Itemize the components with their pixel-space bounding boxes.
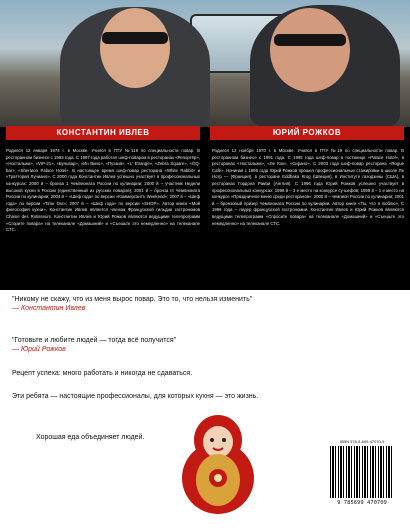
sunglasses-right xyxy=(274,34,346,46)
face-right xyxy=(270,8,350,92)
quote-2-text: "Готовьте и любите людей — тогда всё получится" xyxy=(12,337,177,344)
quote-1 xyxy=(12,296,398,313)
barcode-number: 9 785699 470709 xyxy=(337,500,387,506)
face-left xyxy=(100,8,170,88)
author-name-left: КОНСТАНТИН ИВЛЕВ xyxy=(6,126,200,140)
quote-2 xyxy=(12,337,398,354)
quote-5-text: Хорошая еда объединяет людей. xyxy=(36,434,145,441)
isbn-text: ISBN 978-5-699-47070-9 xyxy=(339,439,385,444)
bio-right: Родился 12 ноября 1970 г. в Москве. Учился в ПТУ №19 по специальности повар. В ресторанном бизнесе с 1991 года. С 1995 года шеф-повар в гостинице «Palace Hotel», в ресторанах «Ностальжи», «Ле Кок», «Сирано». С 2003 года шеф-повар ресторана «Rogue Café». Начиная с 1996 года Юрий Рожков прошел профессиональные стажировки в школе Ле Нотр — (Франция), в ресторане Eddbaka Krog (Швеция), в Институте гаэодзины (США), в ресторанах Гордона Рамзи (Англия). С 1996 года Юрий Рожков успешно участвует в профессиональных конкурсах: 1996 й – 3 е место на конкурсе су-шефов; 1999 й – 1 е место на конкурсе «Праздничное меню среди ресторанов»; 2000 й – чемпион России по кулинарии; 2001 й – бронзовый призер Чемпионата России по кулинарии. Автор книги «Ты, что я люблю», С 1996 года – лидер французской гастрономии. Константин Ивлев и Юрий Рожков являются ведущими телепрограмм «Спросите повара» на телеканале «Домашний» и «Съешьте это немедленно» на телеканале СТС. xyxy=(212,148,404,226)
quote-3-text: Рецепт успеха: много работать и никогда не сдаваться. xyxy=(12,370,193,377)
quote-2-author: — Юрий Рожков xyxy=(12,345,66,353)
matryoshka-doll-icon xyxy=(176,412,260,516)
barcode-area xyxy=(326,420,398,524)
barcode-icon xyxy=(330,446,394,498)
quote-1-author: — Константин Ивлев xyxy=(12,304,86,312)
quote-4 xyxy=(12,393,398,402)
bio-left: Родился 12 января 1974 г. в Москве. Учился в ПТУ №119 по специальности повар. В ресторанном бизнесе с 1993 года. С 1997 года работал шеф-поваром в ресторанах «Репортёр», «Ностальжи», «VIP-21», «Бульвар», «Ин Вино», «Пуэзия», «L' Etrange», «Zebra Square», «GQ-bar», «Sheraton Palace Hotel». В настоящее время шеф-повар ресторана «White Rabbit» и «Траттория Лучиано». С 2000 года Константин Ивлев успешно участвует в профессиональных конкурсах: 2000 й – бронза 1 Чемпионата России по кулинарии; 2000 й – участник Недели высокой кухни в России (единственный из русских поваров); 2001 й – бронза III Чемпионата России по кулинарии; 2004 й – «Шеф года» по версии «Коммерсантъ Weekend»; 2007 й – «Шеф года» по версии «Time Out»; 2007 й – «Шеф года» по версии «SHOP». Автор книги «Мой философия кухни». Константин Ивлев является членом Французской гильдии гастрономов Chaine des Rotisseurs. Константин Ивлев и Юрий Рожков являются ведущими телепрограмм «Сгорите поварa» на телеканале «Домашний» и «Съешьте это немедленно» на телеканале СТС. xyxy=(6,148,200,233)
authors-photo xyxy=(0,0,410,127)
quote-4-text: Эти ребята — настоящие профессионалы, для которых кухня — это жизнь. xyxy=(12,393,259,400)
quote-3 xyxy=(12,370,398,379)
quote-1-text: "Никому не скажу, что из меня вырос повар. Это то, что нельзя изменить" xyxy=(12,296,253,303)
sunglasses-left xyxy=(102,32,168,44)
quotes-panel xyxy=(0,290,410,531)
quote-5 xyxy=(36,434,184,443)
author-name-right: ЮРИЙ РОЖКОВ xyxy=(210,126,404,140)
